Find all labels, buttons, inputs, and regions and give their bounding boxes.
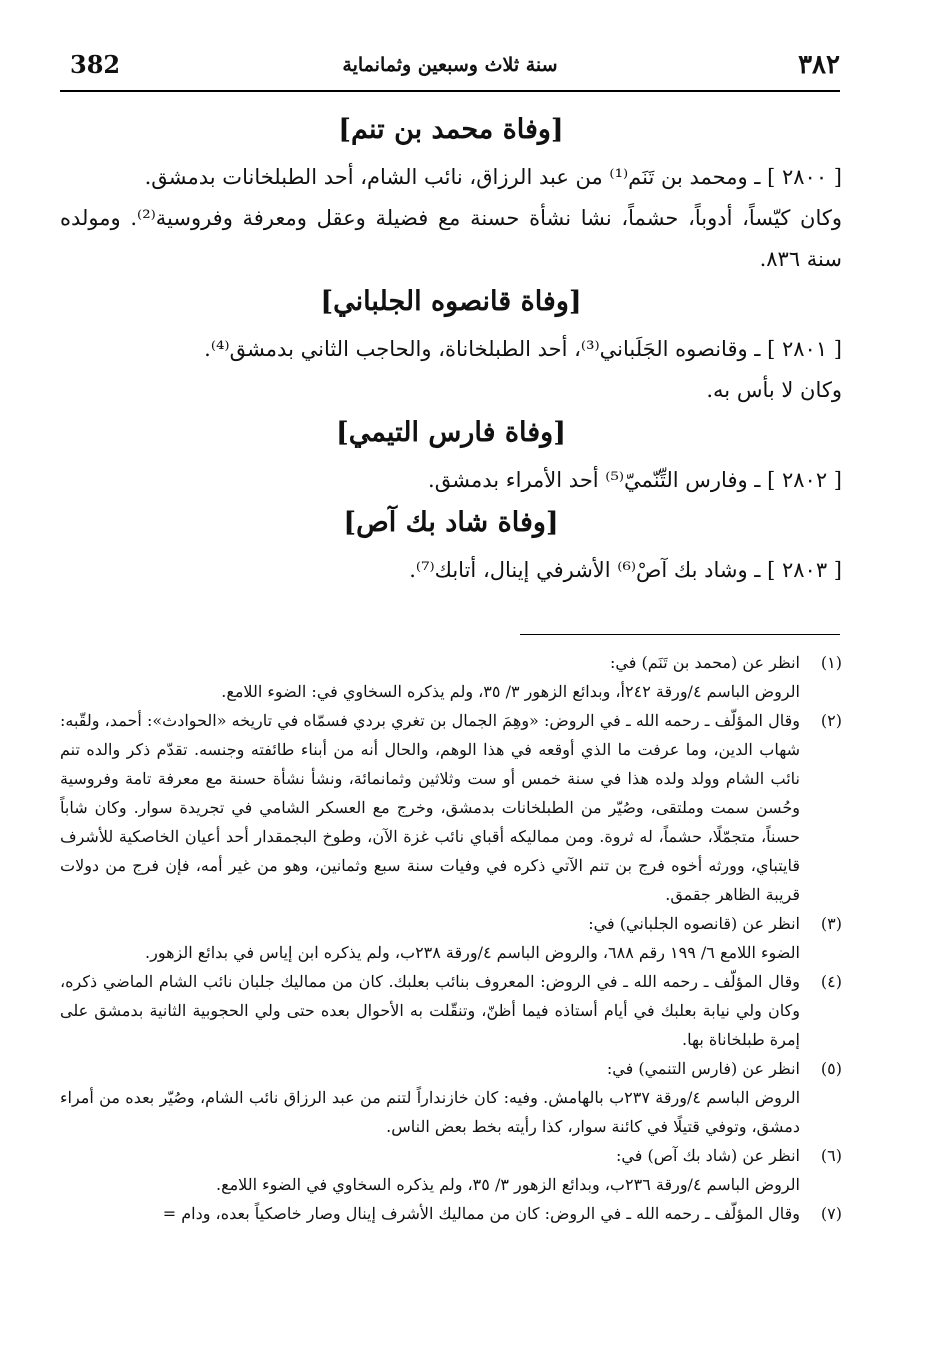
entry-2803 xyxy=(60,505,842,591)
footnote xyxy=(60,648,842,706)
footnote-line: الروض الباسم ٤/ورقة ٢٣٧ب بالهامش. وفيه: كان خازنداراً لتنم من عبد الرزاق نائب الشام، وصُيّر بعده من أمراء دمشق، وتوفي قتيلًا في كائنة سوار، كذا رأيته بخط بعض الناس. xyxy=(60,1088,801,1136)
footnote-line: وقال المؤلّف ـ رحمه الله ـ في الروض: المعروف بنائب بعلبك. كان من مماليك جلبان نائب الشام الماضي ذكره، وكان ولي نيابة بعلبك في أيام أستاذه فيما أظنّ، وتنقّلت به الأحوال بعده حتى ولي الحجوبية الثانية بدمشق على إمرة طبلخاناة بها. xyxy=(60,972,800,1049)
footnote-line: الروض الباسم ٤/ورقة ٢٣٦ب، وبدائع الزهور ٣/ ٣٥، ولم يذكره السخاوي في الضوء اللامع. xyxy=(216,1175,800,1194)
footnote-line: وقال المؤلّف ـ رحمه الله ـ في الروض: كان من مماليك الأشرف إينال وصار خاصكياً بعده، ودام = xyxy=(162,1204,800,1223)
footnote xyxy=(60,1199,842,1228)
section-heading: [وفاة قانصوه الجلباني] xyxy=(320,286,582,318)
footnote-number: (٤) xyxy=(820,972,842,991)
footnote-number: (٥) xyxy=(820,1059,842,1078)
section-heading: [وفاة فارس التيمي] xyxy=(336,417,566,449)
entry-paragraph: [ ٢٨٠٢ ] ـ وفارس التِّنّميّ⁽⁵⁾ أحد الأمراء بدمشق. xyxy=(428,468,842,493)
footnote-line: انظر عن (فارس التنمي) في: xyxy=(606,1059,800,1078)
footnote-line: وقال المؤلّف ـ رحمه الله ـ في الروض: «وهِمَ الجمال بن تغري بردي فسمّاه في تاريخه «الحوادث»: أحمد، ولقّبه: شهاب الدين، وما عرفت ما الذي أوقعه في هذا الوهم، والحال أنه من أبناء طائفته وجنسه. تقدّم ذكر والده تنم نائب الشام وولد ولده هذا في سنة خمس أو ست وثلاثين وثمانمائة، ونشأ نشأة حسنة مع معرفة تامة وفروسية وحُسن سمت وملتقى، وصُيّر من الطبلخانات بدمشق، وخرج مع العسكر الشامي في تجريدة سوار. وكان شاباً حسناً، متجمّلًا، حشماً، له ثروة. ومن مماليكه أقباي نائب غزة الآن، وطوخ البجمقدار أحد أعيان الخاصكية للأشرف قايتباي، وورثه أخوه فرج بن تنم الآتي ذكره في وفيات سنة سبع وثمانين، وهو من غير أمه، فإن فرج من دولات قريبة الظاهر جقمق. xyxy=(60,711,801,904)
footnote-line: انظر عن (محمد بن تَنَم) في: xyxy=(610,653,800,672)
entry-2802 xyxy=(60,415,842,501)
footnote-line: انظر عن (قانصوه الجلباني) في: xyxy=(588,914,800,933)
page-number-arabic: ٣٨٢ xyxy=(798,50,840,80)
entry-2800 xyxy=(60,112,842,280)
footnote-line: الروض الباسم ٤/ورقة ٢٤٢أ، وبدائع الزهور ٣/ ٣٥، ولم يذكره السخاوي في: الضوء اللامع. xyxy=(221,682,800,701)
footnote-number: (٦) xyxy=(820,1146,842,1165)
entry-paragraph: [ ٢٨٠١ ] ـ وقانصوه الجَلَباني⁽³⁾، أحد الطبلخاناة، والحاجب الثاني بدمشق⁽⁴⁾. xyxy=(204,337,842,362)
running-title: سنة ثلاث وسبعين وثمانماية xyxy=(342,54,558,76)
footnote-line: انظر عن (شاد بك آص) في: xyxy=(616,1146,800,1165)
page-number-latin: 382 xyxy=(70,50,121,79)
footnote xyxy=(60,967,842,1054)
section-heading: [وفاة شاد بك آص] xyxy=(343,507,559,539)
footnote-line: الضوء اللامع ٦/ ١٩٩ رقم ٦٨٨، والروض الباسم ٤/ورقة ٢٣٨ب، ولم يذكره ابن إياس في بدائع الزهور. xyxy=(145,943,800,962)
entry-paragraph: وكان كيّساً، أدوباً، حشماً، نشا نشأة حسنة مع فضيلة وعقل ومعرفة وفروسية⁽²⁾. ومولده سنة ٨٣٦. xyxy=(60,206,843,272)
entry-2801 xyxy=(60,284,842,411)
footnote-number: (٢) xyxy=(820,711,842,730)
footnote xyxy=(60,706,842,909)
footnotes xyxy=(60,648,842,1228)
footnote-number: (١) xyxy=(820,653,842,672)
footnote xyxy=(60,909,842,967)
footnote-number: (٧) xyxy=(820,1204,842,1223)
footnote xyxy=(60,1141,842,1199)
entry-paragraph: [ ٢٨٠٣ ] ـ وشاد بك آصْ⁽⁶⁾ الأشرفي إينال، أتابك⁽⁷⁾. xyxy=(409,558,842,583)
footnote xyxy=(60,1054,842,1141)
main-text xyxy=(60,108,842,591)
page-header xyxy=(60,48,840,92)
footnote-number: (٣) xyxy=(820,914,842,933)
section-heading: [وفاة محمد بن تنم] xyxy=(338,114,564,145)
entry-paragraph: وكان لا بأس به. xyxy=(706,378,842,403)
footnote-separator xyxy=(520,634,840,635)
entry-paragraph: [ ٢٨٠٠ ] ـ ومحمد بن تَنَم⁽¹⁾ من عبد الرزاق، نائب الشام، أحد الطبلخانات بدمشق. xyxy=(144,165,842,190)
